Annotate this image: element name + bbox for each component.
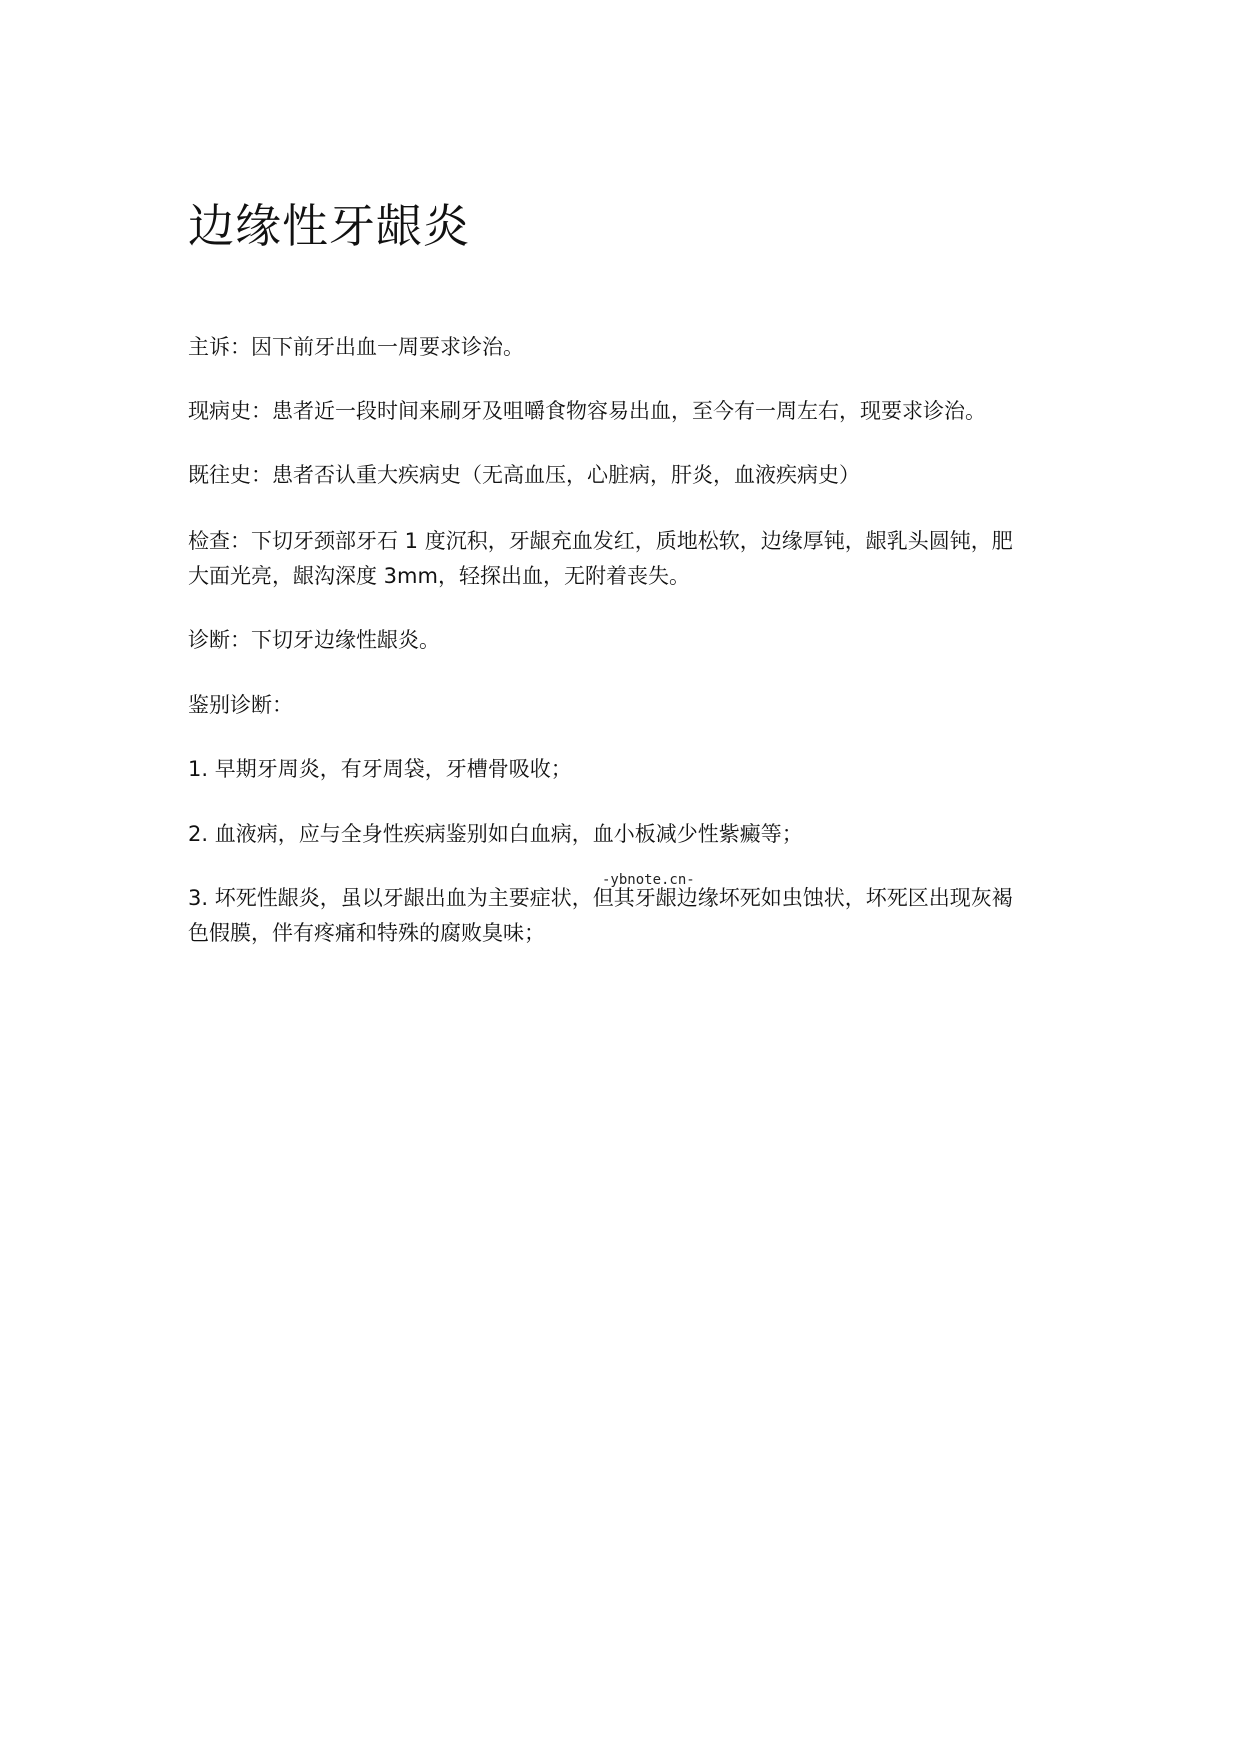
diagnosis: 诊断：下切牙边缘性龈炎。 [188,628,440,652]
document-title: 边缘性牙龈炎 [188,199,470,253]
differential-item-2: 2. 血液病，应与全身性疾病鉴别如白血病，血小板减少性紫癜等； [188,822,803,846]
past-medical-history: 既往史：患者否认重大疾病史（无高血压，心脏病，肝炎，血液疾病史） [188,463,860,487]
differential-diagnosis-heading: 鉴别诊断： [188,693,293,717]
differential-item-1: 1. 早期牙周炎，有牙周袋，牙槽骨吸收； [188,757,572,781]
chief-complaint: 主诉：因下前牙出血一周要求诊治。 [188,335,524,359]
differential-item-3-line-2: 色假膜，伴有疼痛和特殊的腐败臭味； [188,921,545,945]
site-watermark: -ybnote.cn- [602,872,695,888]
examination-line-2: 大面光亮，龈沟深度 3mm，轻探出血，无附着丧失。 [188,564,690,588]
differential-item-3-line-1: 3. 坏死性龈炎，虽以牙龈出血为主要症状，但其牙龈边缘坏死如虫蚀状，坏死区出现灰褐 [188,886,1013,910]
present-illness-history: 现病史：患者近一段时间来刷牙及咀嚼食物容易出血，至今有一周左右，现要求诊治。 [188,399,986,423]
examination-line-1: 检查：下切牙颈部牙石 1 度沉积，牙龈充血发红，质地松软，边缘厚钝，龈乳头圆钝，肥 [188,529,1013,553]
